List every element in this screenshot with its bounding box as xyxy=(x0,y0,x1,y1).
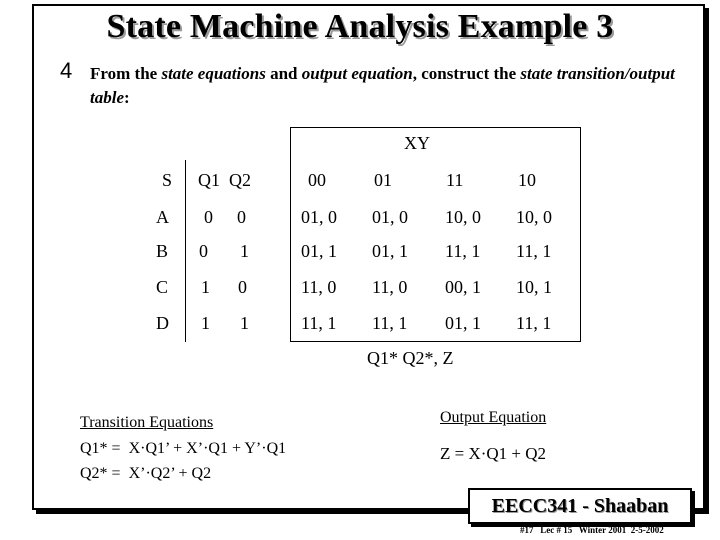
intro-part: : xyxy=(124,88,130,107)
table-cell: 11, 1 xyxy=(301,313,337,333)
bullet-marker: 4 xyxy=(60,58,73,83)
table-cell: 11, 0 xyxy=(372,277,408,297)
table-bottom-rule xyxy=(290,341,581,342)
table-header-cell: 10 xyxy=(518,170,536,190)
table-top-rule xyxy=(290,127,581,128)
table-cell: 00, 1 xyxy=(445,277,481,297)
table-cell: 1 xyxy=(201,277,210,297)
table-cell: 0 xyxy=(199,241,208,261)
slide-title: State Machine Analysis Example 3 xyxy=(106,8,614,45)
table-cell: C xyxy=(156,277,169,297)
table-cell: 0 xyxy=(237,207,246,227)
table-cell: 10, 0 xyxy=(445,207,481,227)
table-cell: 01, 0 xyxy=(301,207,337,227)
table-cell: 11, 1 xyxy=(516,313,552,333)
table-header-cell: 11 xyxy=(446,170,464,190)
table-header-cell: 01 xyxy=(374,170,392,190)
table-cell: 1 xyxy=(240,313,249,333)
table-cell: 1 xyxy=(201,313,210,333)
table-group-header: XY xyxy=(404,133,430,153)
output-equation: Z = X·Q1 + Q2 xyxy=(440,444,547,463)
table-cell: 01, 1 xyxy=(372,241,408,261)
table-cell: 11, 0 xyxy=(301,277,337,297)
table-cell: 11, 1 xyxy=(372,313,408,333)
intro-emphasis: state transition/output table xyxy=(90,64,675,107)
table-cell: 0 xyxy=(238,277,247,297)
intro-emphasis: state equations xyxy=(161,64,266,83)
course-badge: EECC341 - Shaaban xyxy=(468,488,692,524)
table-cell: 01, 1 xyxy=(445,313,481,333)
table-divider-left xyxy=(185,160,186,342)
table-cell: 10, 1 xyxy=(516,277,552,297)
table-cell: 1 xyxy=(240,241,249,261)
transition-heading: Transition Equations xyxy=(80,414,214,431)
table-cell: 11, 1 xyxy=(516,241,552,261)
table-header-cell: S xyxy=(162,170,173,190)
table-header-cell: Q1 Q2 xyxy=(198,170,251,190)
slide-footer: #17 Lec # 15 Winter 2001 2-5-2002 xyxy=(520,525,664,535)
table-divider-right xyxy=(580,127,581,342)
table-cell: 01, 0 xyxy=(372,207,408,227)
output-heading: Output Equation xyxy=(440,409,547,426)
intro-part: and xyxy=(265,64,302,83)
table-cell: 10, 0 xyxy=(516,207,552,227)
table-cell: 11, 1 xyxy=(445,241,481,261)
table-cell: 01, 1 xyxy=(301,241,337,261)
transition-equation-q1: Q1* = X·Q1’ + X’·Q1 + Y’·Q1 xyxy=(80,440,287,457)
table-header-cell: 00 xyxy=(308,170,326,190)
transition-equation-q2: Q2* = X’·Q2’ + Q2 xyxy=(80,465,212,482)
table-cell: 0 xyxy=(204,207,213,227)
table-cell: B xyxy=(156,241,169,261)
table-divider-mid xyxy=(290,127,291,342)
intro-part: From the xyxy=(90,64,162,83)
table-cell: D xyxy=(156,313,169,333)
table-caption: Q1* Q2*, Z xyxy=(367,348,454,368)
table-cell: A xyxy=(156,207,169,227)
intro-part: , construct the xyxy=(412,64,521,83)
intro-text xyxy=(90,62,690,110)
intro-emphasis: output equation xyxy=(301,64,413,83)
